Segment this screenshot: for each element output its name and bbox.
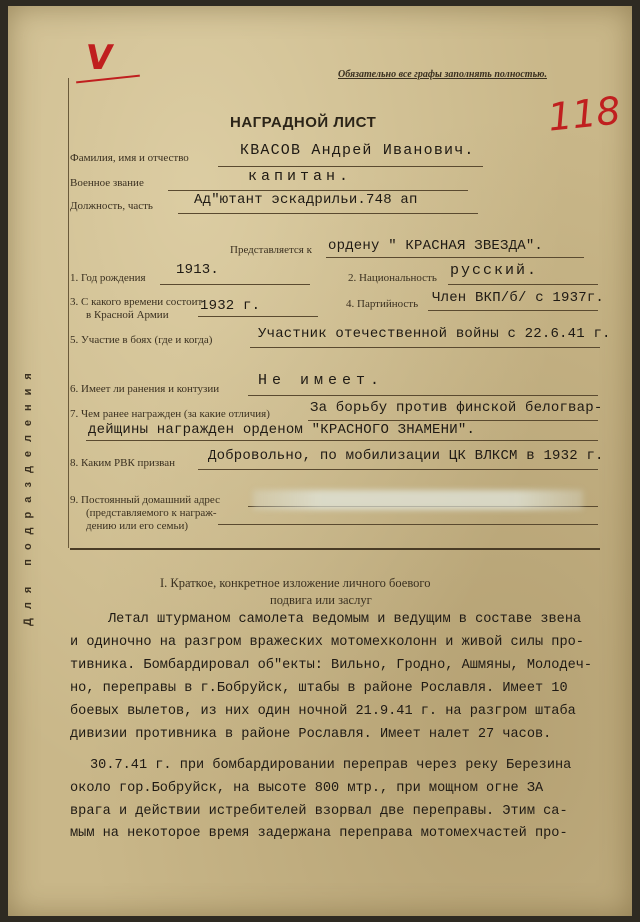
awards-value-2: дейщины награжден орденом "КРАСНОГО ЗНАМЕНИ". xyxy=(88,422,476,438)
nationality-underline xyxy=(448,284,598,285)
wounds-underline xyxy=(248,395,598,396)
birth-label: 1. Год рождения xyxy=(70,272,146,284)
address-label-3: дению или его семьи) xyxy=(86,520,189,532)
side-label: Для подразделения xyxy=(22,364,34,626)
nationality-label: 2. Национальность xyxy=(348,272,437,284)
rvk-label: 8. Каким РВК призван xyxy=(70,457,175,469)
battles-underline xyxy=(250,347,600,348)
feat-line: около гор.Бобруйск, на высоте 800 мтр., при мощном огне ЗА xyxy=(70,781,544,796)
awards-value-1: За борьбу против финской белогвар- xyxy=(310,400,603,416)
position-value: Ад"ютант эскадрильи.748 ап xyxy=(194,192,418,208)
rank-label: Военное звание xyxy=(70,177,144,189)
section-divider xyxy=(70,548,600,550)
rank-value: капитан. xyxy=(248,168,353,185)
awards-underline-1 xyxy=(308,420,598,421)
page-title: НАГРАДНОЙ ЛИСТ xyxy=(230,114,377,131)
redacted-address xyxy=(253,490,583,510)
nationality-value: русский. xyxy=(450,262,539,279)
feat-line: Летал штурманом самолета ведомым и ведущим в составе звена xyxy=(108,612,582,627)
party-underline xyxy=(428,310,598,311)
name-label: Фамилия, имя и отчество xyxy=(70,152,189,164)
rvk-underline xyxy=(198,469,598,470)
since-value: 1932 г. xyxy=(200,298,261,314)
address-label-2: (представляемого к награж- xyxy=(86,507,217,519)
name-value: КВАСОВ Андрей Иванович. xyxy=(240,142,475,159)
wounds-label: 6. Имеет ли ранения и контузии xyxy=(70,383,220,395)
feat-line: врага и действии истребителей взорвал две переправы. Этим са- xyxy=(70,804,568,819)
name-underline xyxy=(218,166,483,167)
wounds-value: Не имеет. xyxy=(258,372,385,389)
feat-line: 30.7.41 г. при бомбардировании переправ через реку Березина xyxy=(90,758,572,773)
since-underline xyxy=(198,316,318,317)
rank-underline xyxy=(168,190,468,191)
awards-label: 7. Чем ранее награжден (за какие отличия) xyxy=(70,408,270,420)
check-mark: V xyxy=(83,38,116,78)
rvk-value: Добровольно, по мобилизации ЦК ВЛКСМ в 1932 г. xyxy=(208,448,604,464)
since-label-2: в Красной Армии xyxy=(86,309,169,321)
feat-line: но, переправы в г.Бобруйск, штабы в районе Рославля. Имеет 10 xyxy=(70,681,568,696)
party-value: Член ВКП/б/ с 1937г. xyxy=(432,290,605,306)
feat-line: и одиночно на разгром вражеских мотомехколонн и живой силы про- xyxy=(70,635,584,650)
award-sheet xyxy=(8,6,632,916)
battles-label: 5. Участие в боях (где и когда) xyxy=(70,334,213,346)
position-label: Должность, часть xyxy=(70,200,153,212)
party-label: 4. Партийность xyxy=(346,298,419,310)
awards-underline-2 xyxy=(86,440,598,441)
birth-underline xyxy=(160,284,310,285)
feat-line: мым на некоторое время задержана переправа мотомехчастей про- xyxy=(70,826,568,841)
position-underline xyxy=(178,213,478,214)
section-heading-1: I. Краткое, конкретное изложение личного боевого xyxy=(160,576,431,590)
feat-line: дивизии противника в районе Рославля. Имеет налет 27 часов. xyxy=(70,727,552,742)
since-label-1: 3. С какого времени состоит xyxy=(70,296,203,308)
feat-line: боевых вылетов, из них один ночной 21.9.41 г. на разгром штаба xyxy=(70,704,576,719)
battles-value: Участник отечественной войны с 22.6.41 г. xyxy=(258,326,611,342)
address-label-1: 9. Постоянный домашний адрес xyxy=(70,494,220,506)
archive-number: 118 xyxy=(545,88,623,140)
margin-line xyxy=(68,78,69,548)
feat-line: тивника. Бомбардировал об"екты: Вильно, Гродно, Ашмяны, Молодеч- xyxy=(70,658,593,673)
fill-all-notice: Обязательно все графы заполнять полностью. xyxy=(338,69,547,80)
presented-value: ордену " КРАСНАЯ ЗВЕЗДА". xyxy=(328,238,544,254)
presented-underline xyxy=(326,257,584,258)
presented-label: Представляется к xyxy=(230,244,312,256)
section-heading-2: подвига или заслуг xyxy=(270,593,372,607)
address-underline-2 xyxy=(218,524,598,525)
birth-value: 1913. xyxy=(176,262,220,278)
